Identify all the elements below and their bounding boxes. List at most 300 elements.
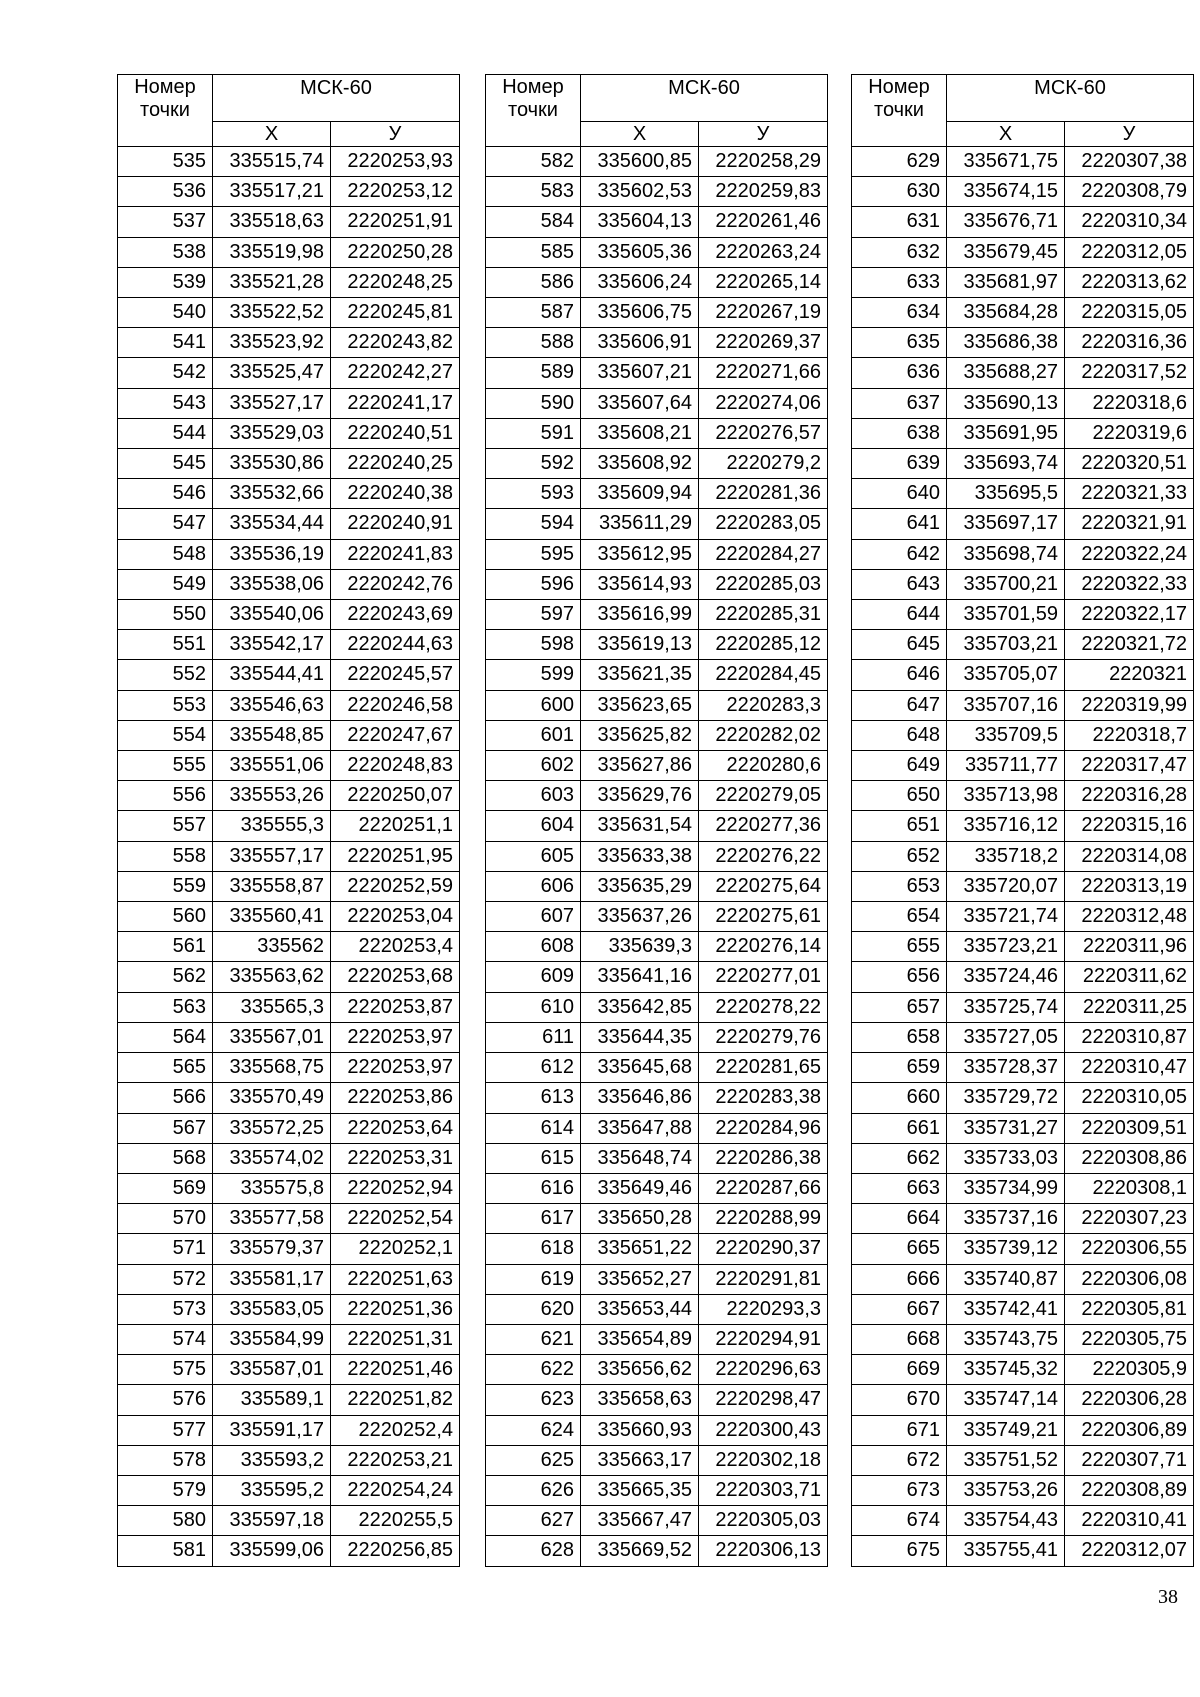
table-row bbox=[486, 358, 828, 388]
cell-point-number: 666 bbox=[852, 1264, 947, 1294]
cell-point-number: 541 bbox=[118, 328, 213, 358]
cell-x: 335625,82 bbox=[581, 720, 699, 750]
cell-y: 2220276,22 bbox=[699, 841, 828, 871]
cell-y: 2220310,05 bbox=[1065, 1083, 1194, 1113]
cell-point-number: 558 bbox=[118, 841, 213, 871]
cell-x: 335591,17 bbox=[213, 1415, 331, 1445]
cell-x: 335724,46 bbox=[947, 962, 1065, 992]
cell-y: 2220315,16 bbox=[1065, 811, 1194, 841]
cell-y: 2220311,62 bbox=[1065, 962, 1194, 992]
cell-x: 335534,44 bbox=[213, 509, 331, 539]
cell-x: 335745,32 bbox=[947, 1355, 1065, 1385]
cell-point-number: 535 bbox=[118, 147, 213, 177]
cell-x: 335650,28 bbox=[581, 1204, 699, 1234]
table-row bbox=[118, 237, 460, 267]
cell-point-number: 625 bbox=[486, 1445, 581, 1475]
cell-point-number: 546 bbox=[118, 479, 213, 509]
table-row bbox=[118, 539, 460, 569]
cell-y: 2220241,83 bbox=[331, 539, 460, 569]
cell-y: 2220306,13 bbox=[699, 1536, 828, 1566]
table-row bbox=[486, 1053, 828, 1083]
cell-y: 2220313,19 bbox=[1065, 871, 1194, 901]
cell-y: 2220240,51 bbox=[331, 418, 460, 448]
cell-point-number: 609 bbox=[486, 962, 581, 992]
cell-y: 2220265,14 bbox=[699, 267, 828, 297]
table-row bbox=[486, 932, 828, 962]
cell-point-number: 610 bbox=[486, 992, 581, 1022]
cell-y: 2220240,25 bbox=[331, 449, 460, 479]
cell-point-number: 572 bbox=[118, 1264, 213, 1294]
cell-point-number: 664 bbox=[852, 1204, 947, 1234]
cell-x: 335557,17 bbox=[213, 841, 331, 871]
cell-point-number: 632 bbox=[852, 237, 947, 267]
cell-x: 335530,86 bbox=[213, 449, 331, 479]
table-row bbox=[852, 902, 1194, 932]
cell-y: 2220309,51 bbox=[1065, 1113, 1194, 1143]
cell-x: 335593,2 bbox=[213, 1445, 331, 1475]
table-row bbox=[486, 600, 828, 630]
cell-point-number: 542 bbox=[118, 358, 213, 388]
cell-x: 335607,21 bbox=[581, 358, 699, 388]
cell-y: 2220253,87 bbox=[331, 992, 460, 1022]
table-row bbox=[118, 1053, 460, 1083]
cell-y: 2220267,19 bbox=[699, 298, 828, 328]
cell-point-number: 579 bbox=[118, 1475, 213, 1505]
cell-x: 335623,65 bbox=[581, 690, 699, 720]
cell-point-number: 582 bbox=[486, 147, 581, 177]
cell-x: 335597,18 bbox=[213, 1506, 331, 1536]
cell-point-number: 615 bbox=[486, 1143, 581, 1173]
cell-y: 2220300,43 bbox=[699, 1415, 828, 1445]
table-row bbox=[118, 1385, 460, 1415]
cell-x: 335686,38 bbox=[947, 328, 1065, 358]
cell-y: 2220321,72 bbox=[1065, 630, 1194, 660]
cell-y: 2220318,6 bbox=[1065, 388, 1194, 418]
table-row bbox=[486, 1475, 828, 1505]
cell-x: 335611,29 bbox=[581, 509, 699, 539]
cell-x: 335532,66 bbox=[213, 479, 331, 509]
cell-point-number: 557 bbox=[118, 811, 213, 841]
cell-x: 335698,74 bbox=[947, 539, 1065, 569]
cell-point-number: 614 bbox=[486, 1113, 581, 1143]
cell-x: 335595,2 bbox=[213, 1475, 331, 1505]
cell-point-number: 540 bbox=[118, 298, 213, 328]
cell-x: 335695,5 bbox=[947, 479, 1065, 509]
cell-y: 2220307,71 bbox=[1065, 1445, 1194, 1475]
table-row bbox=[852, 841, 1194, 871]
table-row bbox=[118, 298, 460, 328]
cell-point-number: 567 bbox=[118, 1113, 213, 1143]
cell-x: 335656,62 bbox=[581, 1355, 699, 1385]
cell-point-number: 657 bbox=[852, 992, 947, 1022]
cell-y: 2220245,57 bbox=[331, 660, 460, 690]
table-row bbox=[118, 147, 460, 177]
table-row bbox=[118, 1445, 460, 1475]
cell-y: 2220253,12 bbox=[331, 177, 460, 207]
cell-x: 335567,01 bbox=[213, 1022, 331, 1052]
cell-point-number: 563 bbox=[118, 992, 213, 1022]
cell-x: 335743,75 bbox=[947, 1324, 1065, 1354]
cell-point-number: 576 bbox=[118, 1385, 213, 1415]
cell-y: 2220311,25 bbox=[1065, 992, 1194, 1022]
cell-point-number: 602 bbox=[486, 751, 581, 781]
table-row bbox=[118, 418, 460, 448]
cell-x: 335560,41 bbox=[213, 902, 331, 932]
cell-y: 2220248,25 bbox=[331, 267, 460, 297]
table-row bbox=[852, 871, 1194, 901]
cell-y: 2220254,24 bbox=[331, 1475, 460, 1505]
cell-y: 2220285,12 bbox=[699, 630, 828, 660]
cell-x: 335555,3 bbox=[213, 811, 331, 841]
cell-x: 335599,06 bbox=[213, 1536, 331, 1566]
cell-y: 2220251,82 bbox=[331, 1385, 460, 1415]
table-row bbox=[852, 328, 1194, 358]
cell-x: 335614,93 bbox=[581, 569, 699, 599]
cell-y: 2220308,79 bbox=[1065, 177, 1194, 207]
table-row bbox=[118, 811, 460, 841]
column-header-y: У bbox=[1065, 122, 1194, 147]
cell-point-number: 549 bbox=[118, 569, 213, 599]
cell-x: 335529,03 bbox=[213, 418, 331, 448]
table-row bbox=[852, 600, 1194, 630]
cell-x: 335652,27 bbox=[581, 1264, 699, 1294]
cell-y: 2220308,86 bbox=[1065, 1143, 1194, 1173]
table-row bbox=[852, 1204, 1194, 1234]
table-row bbox=[118, 388, 460, 418]
coordinates-table-1 bbox=[117, 74, 460, 1567]
cell-x: 335713,98 bbox=[947, 781, 1065, 811]
cell-point-number: 668 bbox=[852, 1324, 947, 1354]
cell-point-number: 674 bbox=[852, 1506, 947, 1536]
cell-y: 2220253,97 bbox=[331, 1053, 460, 1083]
cell-x: 335733,03 bbox=[947, 1143, 1065, 1173]
table-row bbox=[852, 237, 1194, 267]
table-row bbox=[486, 962, 828, 992]
cell-point-number: 574 bbox=[118, 1324, 213, 1354]
cell-point-number: 552 bbox=[118, 660, 213, 690]
cell-y: 2220305,03 bbox=[699, 1506, 828, 1536]
cell-x: 335572,25 bbox=[213, 1113, 331, 1143]
cell-y: 2220320,51 bbox=[1065, 449, 1194, 479]
cell-point-number: 585 bbox=[486, 237, 581, 267]
cell-point-number: 538 bbox=[118, 237, 213, 267]
column-header-point-number: Номер точки bbox=[486, 75, 581, 147]
cell-point-number: 652 bbox=[852, 841, 947, 871]
cell-y: 2220253,31 bbox=[331, 1143, 460, 1173]
cell-y: 2220285,03 bbox=[699, 569, 828, 599]
cell-x: 335612,95 bbox=[581, 539, 699, 569]
table-row bbox=[486, 267, 828, 297]
table-row bbox=[486, 177, 828, 207]
cell-y: 2220293,3 bbox=[699, 1294, 828, 1324]
cell-y: 2220277,01 bbox=[699, 962, 828, 992]
table-row bbox=[118, 1234, 460, 1264]
cell-y: 2220253,21 bbox=[331, 1445, 460, 1475]
cell-point-number: 641 bbox=[852, 509, 947, 539]
cell-x: 335669,52 bbox=[581, 1536, 699, 1566]
table-row bbox=[486, 539, 828, 569]
table-row bbox=[486, 1324, 828, 1354]
table-row bbox=[118, 630, 460, 660]
cell-point-number: 612 bbox=[486, 1053, 581, 1083]
cell-x: 335518,63 bbox=[213, 207, 331, 237]
cell-point-number: 548 bbox=[118, 539, 213, 569]
cell-y: 2220275,61 bbox=[699, 902, 828, 932]
cell-y: 2220303,71 bbox=[699, 1475, 828, 1505]
cell-x: 335705,07 bbox=[947, 660, 1065, 690]
cell-x: 335584,99 bbox=[213, 1324, 331, 1354]
page-number: 38 bbox=[1158, 1586, 1178, 1608]
cell-x: 335693,74 bbox=[947, 449, 1065, 479]
cell-y: 2220319,6 bbox=[1065, 418, 1194, 448]
table-row bbox=[118, 1324, 460, 1354]
cell-point-number: 638 bbox=[852, 418, 947, 448]
table-row bbox=[852, 1385, 1194, 1415]
cell-y: 2220243,82 bbox=[331, 328, 460, 358]
cell-y: 2220258,29 bbox=[699, 147, 828, 177]
cell-point-number: 608 bbox=[486, 932, 581, 962]
table-row bbox=[486, 328, 828, 358]
table-row bbox=[852, 1475, 1194, 1505]
cell-x: 335515,74 bbox=[213, 147, 331, 177]
cell-y: 2220312,48 bbox=[1065, 902, 1194, 932]
cell-x: 335605,36 bbox=[581, 237, 699, 267]
cell-point-number: 656 bbox=[852, 962, 947, 992]
cell-y: 2220252,94 bbox=[331, 1173, 460, 1203]
table-row bbox=[486, 811, 828, 841]
cell-x: 335570,49 bbox=[213, 1083, 331, 1113]
table-row bbox=[852, 751, 1194, 781]
cell-point-number: 566 bbox=[118, 1083, 213, 1113]
cell-x: 335663,17 bbox=[581, 1445, 699, 1475]
table-row bbox=[118, 1294, 460, 1324]
cell-y: 2220283,38 bbox=[699, 1083, 828, 1113]
cell-point-number: 577 bbox=[118, 1415, 213, 1445]
cell-point-number: 633 bbox=[852, 267, 947, 297]
table-row bbox=[118, 509, 460, 539]
cell-y: 2220271,66 bbox=[699, 358, 828, 388]
cell-y: 2220253,4 bbox=[331, 932, 460, 962]
cell-x: 335654,89 bbox=[581, 1324, 699, 1354]
cell-x: 335753,26 bbox=[947, 1475, 1065, 1505]
table-row bbox=[852, 1445, 1194, 1475]
cell-y: 2220296,63 bbox=[699, 1355, 828, 1385]
table-row bbox=[118, 267, 460, 297]
cell-y: 2220321,33 bbox=[1065, 479, 1194, 509]
cell-point-number: 605 bbox=[486, 841, 581, 871]
cell-y: 2220252,1 bbox=[331, 1234, 460, 1264]
cell-x: 335711,77 bbox=[947, 751, 1065, 781]
cell-y: 2220316,28 bbox=[1065, 781, 1194, 811]
table-row bbox=[852, 992, 1194, 1022]
cell-y: 2220312,05 bbox=[1065, 237, 1194, 267]
table-row bbox=[118, 1143, 460, 1173]
cell-x: 335734,99 bbox=[947, 1173, 1065, 1203]
table-row bbox=[118, 690, 460, 720]
cell-point-number: 561 bbox=[118, 932, 213, 962]
cell-y: 2220250,28 bbox=[331, 237, 460, 267]
table-row bbox=[118, 871, 460, 901]
table-row bbox=[852, 1355, 1194, 1385]
cell-x: 335742,41 bbox=[947, 1294, 1065, 1324]
cell-point-number: 591 bbox=[486, 418, 581, 448]
table-row bbox=[486, 388, 828, 418]
cell-y: 2220302,18 bbox=[699, 1445, 828, 1475]
table-row bbox=[486, 1355, 828, 1385]
table-row bbox=[118, 1022, 460, 1052]
cell-y: 2220310,87 bbox=[1065, 1022, 1194, 1052]
cell-y: 2220253,04 bbox=[331, 902, 460, 932]
cell-y: 2220305,75 bbox=[1065, 1324, 1194, 1354]
table-row bbox=[486, 1204, 828, 1234]
cell-point-number: 630 bbox=[852, 177, 947, 207]
cell-y: 2220284,96 bbox=[699, 1113, 828, 1143]
cell-x: 335646,86 bbox=[581, 1083, 699, 1113]
table-row bbox=[852, 418, 1194, 448]
table-row bbox=[486, 1506, 828, 1536]
cell-x: 335648,74 bbox=[581, 1143, 699, 1173]
cell-point-number: 651 bbox=[852, 811, 947, 841]
cell-x: 335707,16 bbox=[947, 690, 1065, 720]
cell-x: 335697,17 bbox=[947, 509, 1065, 539]
cell-x: 335568,75 bbox=[213, 1053, 331, 1083]
cell-point-number: 654 bbox=[852, 902, 947, 932]
cell-x: 335701,59 bbox=[947, 600, 1065, 630]
cell-y: 2220251,91 bbox=[331, 207, 460, 237]
cell-point-number: 600 bbox=[486, 690, 581, 720]
cell-point-number: 619 bbox=[486, 1264, 581, 1294]
cell-point-number: 629 bbox=[852, 147, 947, 177]
cell-x: 335637,26 bbox=[581, 902, 699, 932]
cell-x: 335667,47 bbox=[581, 1506, 699, 1536]
cell-point-number: 640 bbox=[852, 479, 947, 509]
cell-x: 335542,17 bbox=[213, 630, 331, 660]
table-row bbox=[486, 1022, 828, 1052]
cell-y: 2220240,91 bbox=[331, 509, 460, 539]
cell-x: 335619,13 bbox=[581, 630, 699, 660]
table-row bbox=[118, 1475, 460, 1505]
cell-x: 335517,21 bbox=[213, 177, 331, 207]
cell-y: 2220308,89 bbox=[1065, 1475, 1194, 1505]
table-row bbox=[118, 1083, 460, 1113]
cell-y: 2220307,23 bbox=[1065, 1204, 1194, 1234]
cell-x: 335548,85 bbox=[213, 720, 331, 750]
table-row bbox=[486, 237, 828, 267]
cell-y: 2220317,52 bbox=[1065, 358, 1194, 388]
cell-point-number: 620 bbox=[486, 1294, 581, 1324]
cell-x: 335728,37 bbox=[947, 1053, 1065, 1083]
table-row bbox=[486, 841, 828, 871]
cell-point-number: 586 bbox=[486, 267, 581, 297]
table-row bbox=[486, 751, 828, 781]
cell-point-number: 569 bbox=[118, 1173, 213, 1203]
cell-y: 2220315,05 bbox=[1065, 298, 1194, 328]
cell-point-number: 570 bbox=[118, 1204, 213, 1234]
table-row bbox=[118, 207, 460, 237]
table-row bbox=[486, 781, 828, 811]
table-row bbox=[852, 479, 1194, 509]
cell-x: 335527,17 bbox=[213, 388, 331, 418]
cell-x: 335544,41 bbox=[213, 660, 331, 690]
cell-x: 335519,98 bbox=[213, 237, 331, 267]
cell-y: 2220286,38 bbox=[699, 1143, 828, 1173]
cell-y: 2220279,05 bbox=[699, 781, 828, 811]
table-row bbox=[486, 569, 828, 599]
cell-point-number: 670 bbox=[852, 1385, 947, 1415]
cell-point-number: 662 bbox=[852, 1143, 947, 1173]
table-row bbox=[852, 147, 1194, 177]
cell-point-number: 588 bbox=[486, 328, 581, 358]
cell-y: 2220322,17 bbox=[1065, 600, 1194, 630]
cell-point-number: 551 bbox=[118, 630, 213, 660]
cell-point-number: 593 bbox=[486, 479, 581, 509]
cell-y: 2220242,76 bbox=[331, 569, 460, 599]
column-header-point-number: Номер точки bbox=[118, 75, 213, 147]
table-row bbox=[852, 690, 1194, 720]
cell-y: 2220285,31 bbox=[699, 600, 828, 630]
cell-point-number: 539 bbox=[118, 267, 213, 297]
cell-y: 2220256,85 bbox=[331, 1536, 460, 1566]
table-row bbox=[118, 449, 460, 479]
cell-point-number: 565 bbox=[118, 1053, 213, 1083]
cell-y: 2220279,2 bbox=[699, 449, 828, 479]
cell-x: 335684,28 bbox=[947, 298, 1065, 328]
table-row bbox=[118, 902, 460, 932]
cell-x: 335609,94 bbox=[581, 479, 699, 509]
cell-y: 2220307,38 bbox=[1065, 147, 1194, 177]
cell-y: 2220310,41 bbox=[1065, 1506, 1194, 1536]
table-row bbox=[486, 1385, 828, 1415]
cell-point-number: 564 bbox=[118, 1022, 213, 1052]
table-row bbox=[118, 720, 460, 750]
table-row bbox=[852, 267, 1194, 297]
table-row bbox=[118, 1204, 460, 1234]
cell-x: 335718,2 bbox=[947, 841, 1065, 871]
cell-y: 2220275,64 bbox=[699, 871, 828, 901]
cell-point-number: 618 bbox=[486, 1234, 581, 1264]
cell-point-number: 553 bbox=[118, 690, 213, 720]
cell-point-number: 626 bbox=[486, 1475, 581, 1505]
cell-point-number: 621 bbox=[486, 1324, 581, 1354]
cell-x: 335629,76 bbox=[581, 781, 699, 811]
cell-point-number: 537 bbox=[118, 207, 213, 237]
table-row bbox=[852, 298, 1194, 328]
cell-y: 2220314,08 bbox=[1065, 841, 1194, 871]
cell-y: 2220253,97 bbox=[331, 1022, 460, 1052]
cell-x: 335608,21 bbox=[581, 418, 699, 448]
cell-x: 335755,41 bbox=[947, 1536, 1065, 1566]
table-row bbox=[486, 1264, 828, 1294]
cell-x: 335616,99 bbox=[581, 600, 699, 630]
cell-y: 2220261,46 bbox=[699, 207, 828, 237]
cell-point-number: 665 bbox=[852, 1234, 947, 1264]
table-row bbox=[852, 932, 1194, 962]
cell-point-number: 616 bbox=[486, 1173, 581, 1203]
table-row bbox=[852, 388, 1194, 418]
table-row bbox=[852, 1143, 1194, 1173]
table-row bbox=[486, 690, 828, 720]
table-row bbox=[118, 1355, 460, 1385]
cell-y: 2220274,06 bbox=[699, 388, 828, 418]
cell-point-number: 555 bbox=[118, 751, 213, 781]
cell-y: 2220246,58 bbox=[331, 690, 460, 720]
cell-point-number: 544 bbox=[118, 418, 213, 448]
cell-x: 335606,91 bbox=[581, 328, 699, 358]
cell-y: 2220259,83 bbox=[699, 177, 828, 207]
cell-point-number: 583 bbox=[486, 177, 581, 207]
table-row bbox=[852, 1083, 1194, 1113]
cell-y: 2220294,91 bbox=[699, 1324, 828, 1354]
